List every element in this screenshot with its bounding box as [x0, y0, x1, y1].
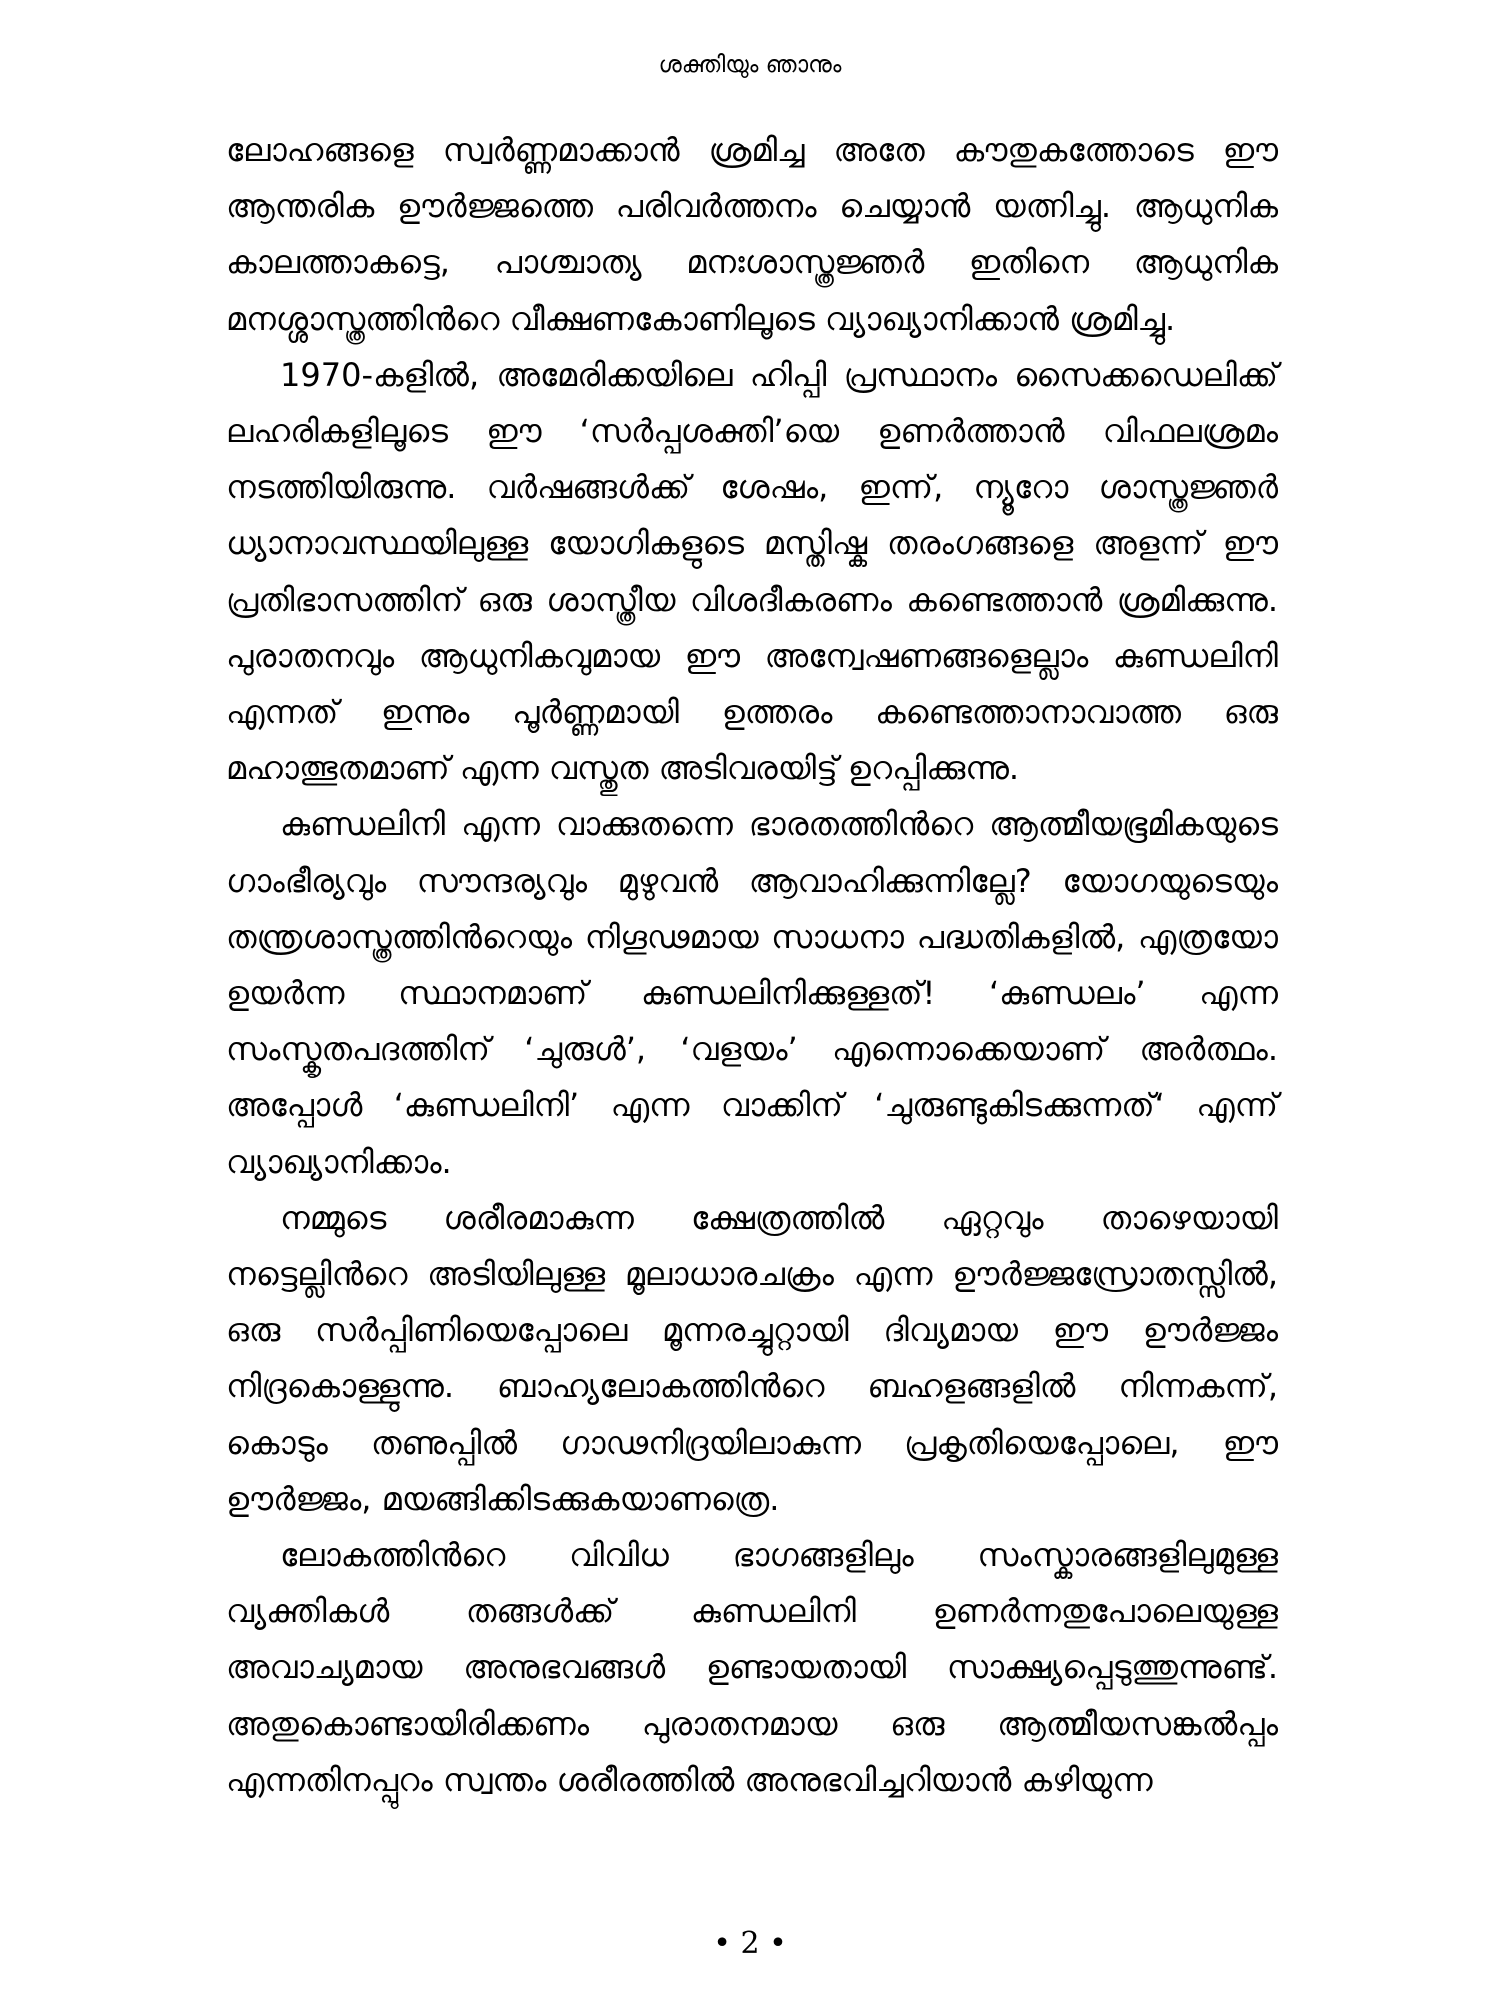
running-header-title: ശക്തിയും ഞാനും — [658, 52, 842, 78]
page-number: • 2 • — [713, 1926, 787, 1961]
paragraph-2: 1970-കളിൽ, അമേരിക്കയിലെ ഹിപ്പി പ്രസ്ഥാനം സൈക്കഡെലിക്ക് ലഹരികളിലൂടെ ഈ ‘സർപ്പശക്തി’യെ ഉണർത്താൻ വിഫലശ്രമം നടത്തിയിരുന്നു. വർഷങ്ങൾക്ക് ശേഷം, ഇന്ന്, ന്യൂറോ ശാസ്ത്രജ്ഞർ ധ്യാനാവസ്ഥയിലുള്ള യോഗികളുടെ മസ്തിഷ്ക തരംഗങ്ങളെ അളന്ന് ഈ പ്രതിഭാസത്തിന് ഒരു ശാസ്ത്രീയ വിശദീകരണം കണ്ടെത്താൻ ശ്രമിക്കുന്നു. പുരാതനവും ആധുനികവുമായ ഈ അന്വേഷണങ്ങളെല്ലാം കുണ്ഡലിനി എന്നത് ഇന്നും പൂർണ്ണമായി ഉത്തരം കണ്ടെത്താനാവാത്ത ഒരു മഹാത്ഭുതമാണ് എന്ന വസ്തുത അടിവരയിട്ട് ഉറപ്പിക്കുന്നു. — [226, 355, 1278, 788]
body-text — [226, 122, 1278, 1808]
paragraph-4: നമ്മുടെ ശരീരമാകുന്ന ക്ഷേത്രത്തിൽ ഏറ്റവും താഴെയായി നട്ടെല്ലിൻറെ അടിയിലുള്ള മൂലാധാരചക്രം എന്ന ഊർജ്ജസ്രോതസ്സിൽ, ഒരു സർപ്പിണിയെപ്പോലെ മൂന്നരച്ചുറ്റായി ദിവ്യമായ ഈ ഊർജ്ജം നിദ്രകൊള്ളുന്നു. ബാഹ്യലോകത്തിൻറെ ബഹളങ്ങളിൽ നിന്നകന്ന്, കൊടും തണുപ്പിൽ ഗാഢനിദ്രയിലാകുന്ന പ്രകൃതിയെപ്പോലെ, ഈ ഊർജ്ജം, മയങ്ങിക്കിടക്കുകയാണത്രെ. — [226, 1198, 1278, 1518]
paragraph-3: കുണ്ഡലിനി എന്ന വാക്കുതന്നെ ഭാരതത്തിൻറെ ആത്മീയഭൂമികയുടെ ഗാംഭീര്യവും സൗന്ദര്യവും മുഴുവൻ ആവാഹിക്കുന്നില്ലേ? യോഗയുടെയും തന്ത്രശാസ്ത്രത്തിൻറെയും നിഗൂഢമായ സാധനാ പദ്ധതികളിൽ, എത്രയോ ഉയർന്ന സ്ഥാനമാണ് കുണ്ഡലിനിക്കുള്ളത്! ‘കുണ്ഡലം’ എന്ന സംസ്കൃതപദത്തിന് ‘ചുരുൾ’, ‘വളയം’ എന്നൊക്കെയാണ് അർത്ഥം. അപ്പോൾ ‘കുണ്ഡലിനി’ എന്ന വാക്കിന് ‘ചുരുണ്ടുകിടക്കുന്നത്‘ എന്ന് വ്യാഖ്യാനിക്കാം. — [226, 805, 1278, 1181]
paragraph-5: ലോകത്തിൻറെ വിവിധ ഭാഗങ്ങളിലും സംസ്കാരങ്ങളിലുമുള്ള വ്യക്തികൾ തങ്ങൾക്ക് കുണ്ഡലിനി ഉണർന്നതുപോലെയുള്ള അവാച്യമായ അനുഭവങ്ങൾ ഉണ്ടായതായി സാക്ഷ്യപ്പെടുത്തുന്നുണ്ട്. അതുകൊണ്ടായിരിക്കണം പുരാതനമായ ഒരു ആത്മീയസങ്കൽപ്പം എന്നതിനപ്പുറം സ്വന്തം ശരീരത്തിൽ അനുഭവിച്ചറിയാൻ കഴിയുന്ന — [226, 1536, 1278, 1799]
paragraph-1: ലോഹങ്ങളെ സ്വർണ്ണമാക്കാൻ ശ്രമിച്ച അതേ കൗതുകത്തോടെ ഈ ആന്തരിക ഊർജ്ജത്തെ പരിവർത്തനം ചെയ്യാൻ യത്നിച്ചു. ആധുനിക കാലത്താകട്ടെ, പാശ്ചാത്യ മനഃശാസ്ത്രജ്ഞർ ഇതിനെ ആധുനിക മനശ്ശാസ്ത്രത്തിൻറെ വീക്ഷണകോണിലൂടെ വ്യാഖ്യാനിക്കാൻ ശ്രമിച്ചു. — [226, 131, 1278, 338]
